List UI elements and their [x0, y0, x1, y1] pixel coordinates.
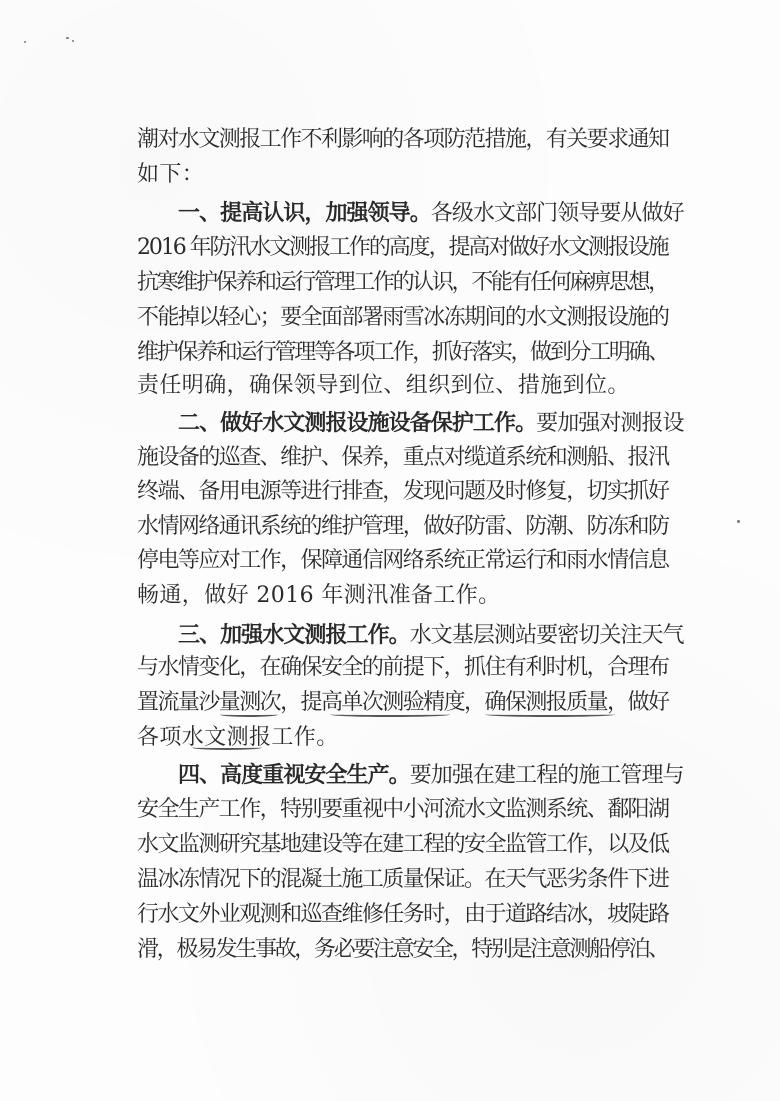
- section-1-first-text: 各级水文部门领导要从做好: [430, 201, 684, 226]
- pen-underline: [220, 712, 278, 717]
- section-2-first-line: [178, 407, 684, 439]
- body-line: 抗寒维护保养和运行管理工作的认识，不能有任何麻痹思想，: [137, 270, 668, 295]
- body-line: 停电等应对工作，保障通信网络系统正常运行和雨水情信息: [137, 548, 669, 573]
- pen-underline: [485, 712, 615, 717]
- section-3-first-line: [178, 619, 684, 651]
- body-line: 畅通，做好 2016 年测汛准备工作。: [137, 583, 501, 608]
- body-line: 安全生产工作，特别要重视中小河流水文监测系统、鄱阳湖: [137, 797, 669, 822]
- section-4-first-line: [178, 759, 684, 791]
- section-1-first-line: [178, 197, 684, 229]
- body-line: 不能掉以轻心；要全面部署雨雪冰冻期间的水文测报设施的: [137, 305, 669, 330]
- section-4-first-text: 要加强在建工程的施工管理与: [409, 763, 684, 788]
- body-line: 水情网络通讯系统的维护管理，做好防雷、防潮、防冻和防: [137, 514, 669, 539]
- body-line: 与水情变化，在确保安全的前提下，抓住有利时机，合理布: [137, 655, 669, 680]
- body-line: 施设备的巡查、维护、保养，重点对缆道系统和测船、报汛: [137, 445, 669, 470]
- body-line: 置流量沙量测次，提高单次测验精度，确保测报质量，做好: [137, 690, 669, 715]
- body-line: 如下：: [137, 162, 205, 187]
- body-line: 滑，极易发生事故，务必要注意安全，特别是注意测船停泊、: [137, 937, 668, 962]
- pen-underline: [192, 745, 262, 750]
- section-4-heading: 四、高度重视安全生产。: [178, 762, 410, 788]
- body-line: 终端、备用电源等进行排查，发现问题及时修复，切实抓好: [137, 479, 669, 504]
- body-line: 维护保养和运行管理等各项工作，抓好落实，做到分工明确、: [137, 340, 668, 365]
- body-line: 温冰冻情况下的混凝土施工质量保证。在天气恶劣条件下进: [137, 867, 669, 892]
- section-3-heading: 三、加强水文测报工作。: [178, 622, 410, 648]
- body-line: 各项水文测报工作。: [137, 725, 339, 750]
- body-line: 水文监测研究基地建设等在建工程的安全监管工作，以及低: [137, 832, 669, 857]
- section-2-first-text: 要加强对测报设: [536, 411, 684, 436]
- body-line: 行水文外业观测和巡查维修任务时，由于道路结冰，坡陡路: [137, 902, 669, 927]
- body-line: 责任明确，确保领导到位、组织到位、措施到位。: [137, 373, 630, 398]
- body-line: 潮对水文测报工作不利影响的各项防范措施，有关要求通知: [137, 127, 669, 152]
- pen-underline: [330, 712, 450, 717]
- body-line: 2016 年防汛水文测报工作的高度，提高对做好水文测报设施: [137, 235, 668, 260]
- section-3-first-text: 水文基层测站要密切关注天气: [409, 623, 684, 648]
- section-1-heading: 一、提高认识，加强领导。: [178, 200, 431, 226]
- section-2-heading: 二、做好水文测报设施设备保护工作。: [178, 410, 537, 436]
